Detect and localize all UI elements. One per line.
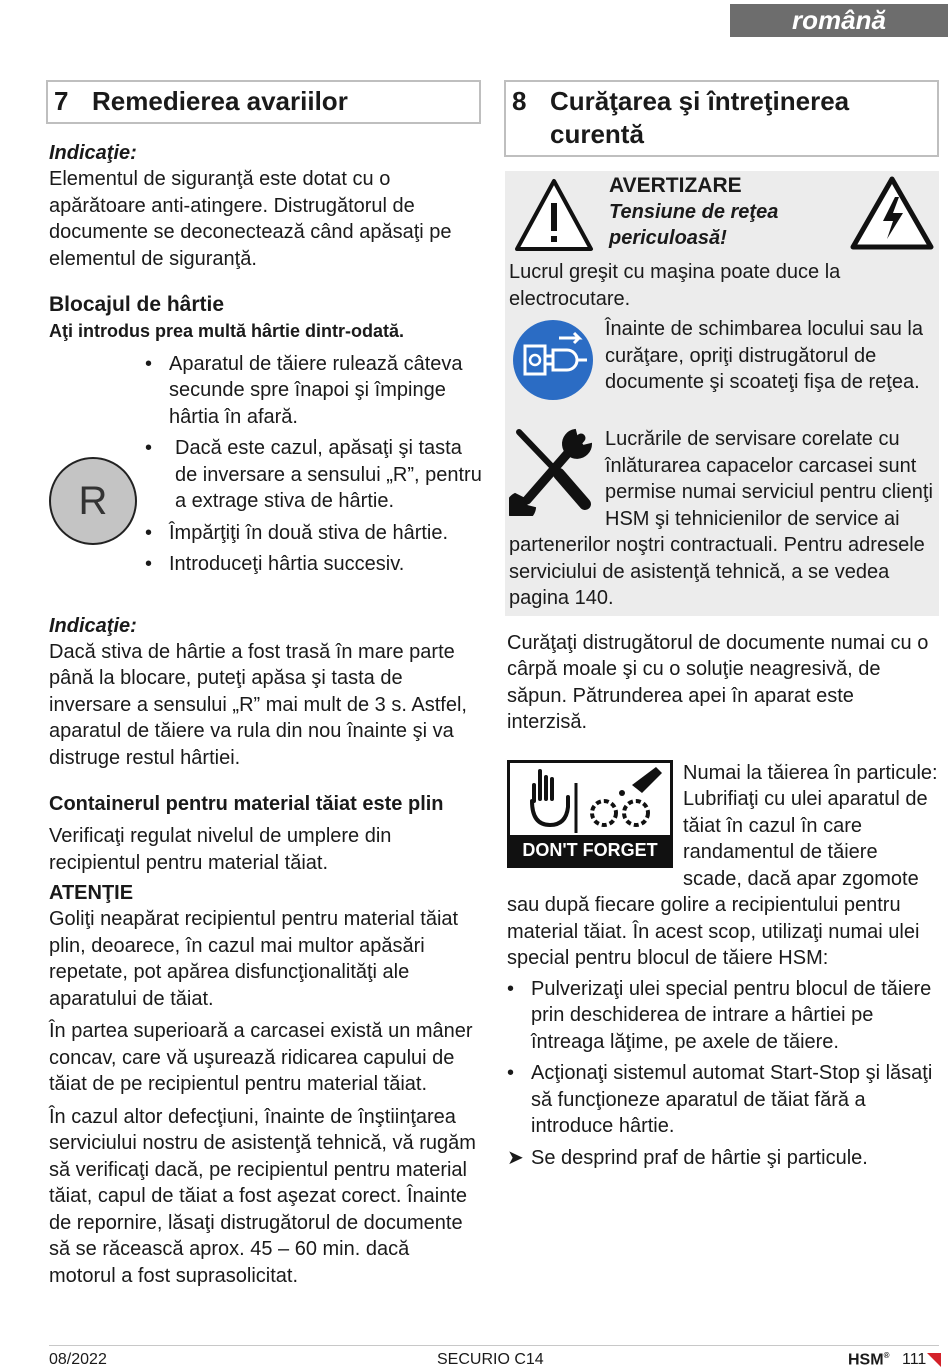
page-corner-marker-icon [927, 1353, 941, 1367]
language-tab: română [730, 4, 948, 37]
section-8-heading [504, 80, 939, 157]
unplug-block [509, 316, 939, 422]
container-text: Verificaţi regulat nivelul de umplere din recipientul pentru material tăiat. [49, 825, 392, 874]
note-text: Dacă stiva de hârtie a fost trasă în mare parte până la blocare, puteţi apăsa şi tasta de inversare a sensului „R” mai mult de 3 s. Astfel, aparatul de tăiere va rula din nou înainte şi va distruge restul hârtiei. [49, 640, 467, 769]
oiling-hand-icon [510, 763, 670, 837]
unplug-mains-icon [511, 318, 595, 402]
result-line [507, 1145, 939, 1172]
list-item: • Introduceţi hârtia succesiv. [145, 551, 485, 578]
section-title: Remedierea avariilor [92, 86, 348, 116]
list-item: • Acţionaţi sistemul automat Start-Stop şi lăsaţi să funcţioneze aparatul de tăiat fără a introduce hârtie. [507, 1060, 939, 1140]
list-item: • Împărţiţi în două stiva de hârtie. [145, 520, 485, 547]
jam-block [49, 351, 481, 613]
section-title-line1: Curăţarea şi întreţinerea [550, 86, 850, 116]
jam-subtitle: Aţi introdus prea multă hârtie dintr-odată. [49, 321, 405, 341]
arrow-icon: ➤ [507, 1146, 524, 1169]
left-column [49, 80, 481, 1289]
section-title-line2: curentă [550, 119, 644, 149]
cleaning-text: Curăţaţi distrugătorul de documente numai cu o cârpă moale şi cu o soluţie neagresivă, de săpun. Pătrunderea apei în aparat este interzisă. [507, 631, 929, 733]
container-title: Containerul pentru material tăiat este plin [49, 793, 444, 815]
r-key-label: R [78, 478, 108, 523]
footer-divider [49, 1345, 939, 1346]
section-number: 8 [512, 86, 527, 116]
warning-text: Lucrul greşit cu maşina poate duce la electrocutare. [509, 261, 841, 310]
attention-label: ATENŢIE [49, 882, 134, 904]
list-item: • Aparatul de tăiere rulează câteva secunde spre înapoi şi împinge hârtia în afară. [145, 351, 485, 431]
footer-product: SECURIO C14 [437, 1351, 544, 1368]
section-7-heading [46, 80, 481, 124]
warning-triangle-icon [513, 177, 595, 253]
oil-block [507, 760, 939, 1172]
note-text: Elementul de siguranţă este dotat cu o apărătoare anti-atingere. Distrugătorul de documente se deconectează când apăsaţi pe elementul de siguranţă. [49, 168, 452, 270]
warning-header [509, 171, 939, 259]
oiling-bullet-list [507, 976, 939, 1140]
warning-title-line2: periculoasă! [609, 227, 727, 249]
note-label: Indicaţie: [49, 142, 137, 164]
warning-title-line1: Tensiune de reţea [609, 201, 779, 223]
brand-name: HSM [848, 1351, 884, 1369]
footer-date: 08/2022 [49, 1351, 107, 1368]
handle-text: În partea superioară a carcasei există un mâner concav, care vă uşurează ridicarea capului de tăiat de pe recipientul pentru material tăiat. [49, 1020, 473, 1095]
right-column [507, 80, 939, 1171]
list-item: • Pulverizaţi ulei special pentru blocul de tăiere prin deschiderea de intrare a hârtiei pe întreaga lăţime, pe axele de tăiere. [507, 976, 939, 1056]
list-item: • Dacă este cazul, apăsaţi şi tasta de inversare a sensului „R”, pentru a extrage stiva de hârtie. [145, 435, 485, 515]
service-text: Lucrările de servisare corelate cu înlăturarea capacelor carcasei sunt permise numai serviciul pentru clienţi HSM şi tehnicienilor de service ai partenerilor noştri contractuali. Pentru adresele serviciului de asistenţă tehnică, a se vedea pagina 140. [509, 428, 933, 609]
dont-forget-label: DON'T FORGET [510, 835, 670, 865]
warning-box [505, 171, 939, 616]
jam-bullet-list [145, 351, 485, 578]
section-number: 7 [54, 86, 69, 116]
unplug-text: Înainte de schimbarea locului sau la curăţare, opriţi distrugătorul de documente şi scoateţi fişa de reţea. [605, 318, 923, 393]
result-text: Se desprind praf de hârtie şi particule. [531, 1146, 868, 1169]
jam-title: Blocajul de hârtie [49, 293, 225, 316]
attention-text: Goliţi neapărat recipientul pentru material tăiat plin, deoarece, în cazul mai multor apăsări repetate, pot apărea disfuncţionalităţi ale aparatului de tăiat. [49, 908, 459, 1010]
dont-forget-sign [507, 760, 673, 868]
other-faults-text: În cazul altor defecţiuni, înainte de înştiinţarea serviciului nostru de asistenţă tehnică, vă rugăm să verificaţi dacă, pe recipientul pentru material tăiat, capul de tăiat a fost aşezat corect. Înainte de repornire, lăsaţi distrugătorul de documente să se răcească aprox. 45 – 60 min. dacă motorul a fost suprasolicitat. [49, 1105, 476, 1287]
high-voltage-icon [849, 175, 935, 251]
warning-label: AVERTIZARE [609, 174, 742, 197]
oiling-text: Numai la tăierea în particule: Lubrifiaţi cu ulei aparatul de tăiat în cazul în care randamentul de tăiere scade, dacă apar zgomote sau după fiecare golire a recipientului pentru material tăiat. În acest scop, utilizaţi numai ulei special pentru blocul de tăiere HSM: [507, 761, 938, 969]
service-block [509, 426, 939, 612]
page-number: 111 [902, 1351, 927, 1368]
r-key-icon [49, 457, 137, 545]
note-label: Indicaţie: [49, 614, 137, 637]
tools-icon [509, 424, 597, 516]
footer-brand-logo: HSM® [848, 1351, 890, 1369]
